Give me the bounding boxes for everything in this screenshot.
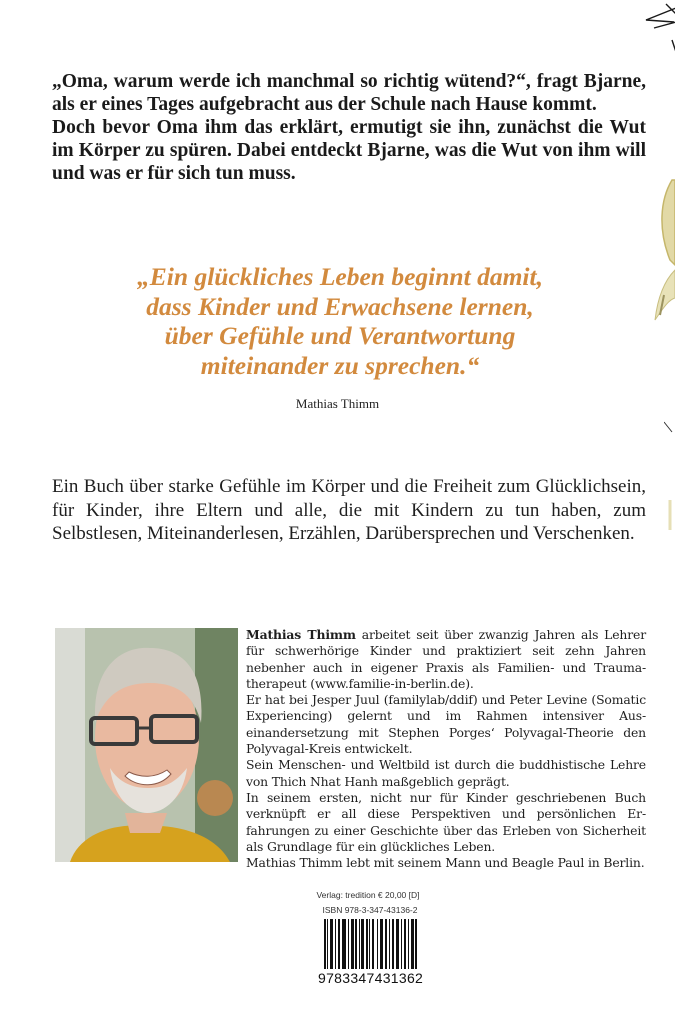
intro-paragraph: Doch bevor Oma ihm das erklärt, ermutigt sie ihn, zunächst die Wut im Körper zu spüren. Dabei entdeckt Bjarne, was die Wut von ihm will und was er für sich tun muss. bbox=[52, 117, 646, 184]
bio-paragraph: Sein Menschen- und Weltbild ist durch die buddhistische Lehre von Thich Nhat Hanh maßgeblich geprägt. bbox=[246, 757, 646, 789]
isbn-number: ISBN 978-3-347-43136-2 bbox=[322, 905, 418, 915]
barcode-icon bbox=[323, 919, 418, 969]
bio-paragraph: Mathias Thimm lebt mit seinem Mann und Beagle Paul in Berlin. bbox=[246, 855, 645, 871]
bio-text: arbeitet seit über zwanzig Jahren als Lehrer für schwerhörige Kinder und praktiziert seit zehn Jahren nebenher auch in eigener Praxis als Familien- und Trauma-therapeut (www.familie-in-berlin.de). bbox=[246, 627, 646, 691]
bio-paragraph: Er hat bei Jesper Juul (familylab/ddif) und Peter Levine (Somatic Experiencing) gelernt und im Rahmen intensiver Aus-einandersetzung mit Stephen Porges‘ Polyvagal-Theorie den Polyvagal-Kreis entwickelt. bbox=[246, 692, 646, 757]
quote-line: dass Kinder und Erwachsene lernen, bbox=[146, 291, 534, 321]
author-bio bbox=[246, 627, 646, 871]
intro-paragraph: „Oma, warum werde ich manchmal so richtig wütend?“, fragt Bjarne, als er eines Tages aufgebracht aus der Schule nach Hause kommt. bbox=[52, 71, 646, 115]
quote-line: miteinander zu sprechen.“ bbox=[200, 350, 480, 380]
author-name: Mathias Thimm bbox=[246, 627, 356, 642]
publisher-price: Verlag: tredition € 20,00 [D] bbox=[316, 890, 420, 900]
author-portrait-illustration bbox=[55, 628, 238, 862]
ean-number: 9783347431362 bbox=[318, 970, 424, 986]
decorative-leaf-icon bbox=[650, 170, 675, 330]
pull-quote bbox=[100, 262, 580, 380]
intro-blurb bbox=[52, 70, 646, 185]
decorative-sketch-line-icon bbox=[664, 420, 675, 620]
quote-author: Mathias Thimm bbox=[295, 396, 380, 411]
author-photo bbox=[55, 628, 238, 862]
isbn-block bbox=[318, 890, 422, 986]
bio-paragraph bbox=[246, 627, 646, 692]
book-description: Ein Buch über starke Gefühle im Körper und die Freiheit zum Glücklichsein, für Kinder, ihre Eltern und alle, die mit Kindern zu tun haben, zum Selbstlesen, Miteinanderlesen, Erzählen, Darübersprechen und Verschenken. bbox=[52, 476, 646, 544]
quote-line: „Ein glückliches Leben beginnt damit, bbox=[137, 262, 543, 291]
quote-line: über Gefühle und Verantwortung bbox=[164, 321, 516, 350]
bio-paragraph: In seinem ersten, nicht nur für Kinder geschriebenen Buch verknüpft er all diese Perspektiven und persönlichen Er-fahrungen zu einer Geschichte über das Erleben von Sicherheit als Grundlage für ein glückliches Leben. bbox=[246, 789, 646, 854]
decorative-ink-sketch-icon bbox=[636, 0, 675, 60]
